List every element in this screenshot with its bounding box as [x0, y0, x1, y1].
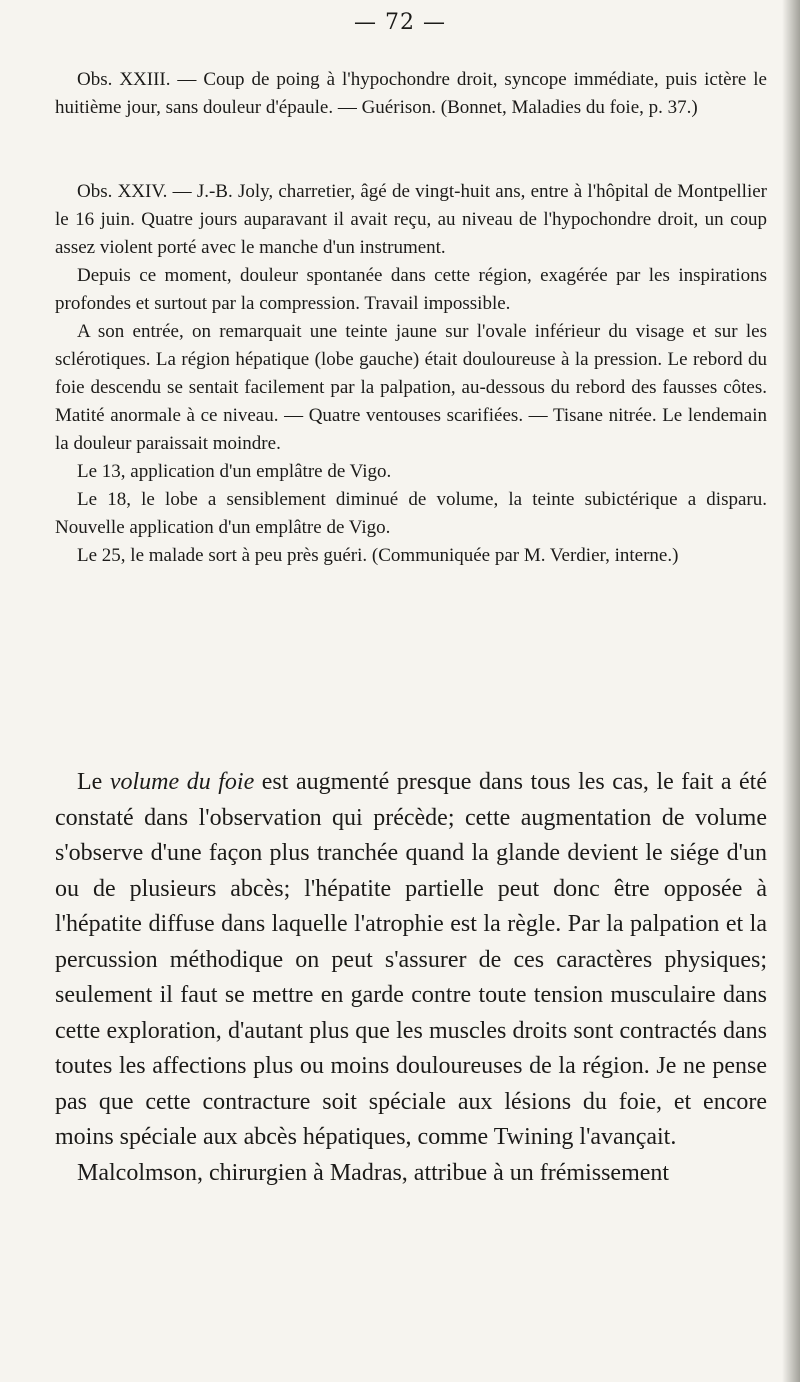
- observation-24-paragraph: Le 13, application d'un emplâtre de Vigo.: [77, 461, 392, 482]
- page-edge-shadow: [782, 0, 800, 1382]
- main-lead: Le: [77, 769, 110, 795]
- main-emphasis: volume du foie: [109, 769, 255, 795]
- main-last-line: Malcolmson, chirurgien à Madras, attribue à un frémissement: [77, 1159, 670, 1186]
- main-text: [55, 765, 767, 1191]
- observation-23: [55, 66, 767, 122]
- observation-24-paragraph: Depuis ce moment, douleur spontanée dans cette région, exagérée par les inspirations profondes et surtout par la compression. Travail impossible.: [55, 265, 767, 314]
- observation-24-paragraph: Le 25, le malade sort à peu près guéri. (Communiquée par M. Verdier, interne.): [77, 545, 679, 566]
- page-number: — 72 —: [354, 10, 446, 35]
- observation-24-paragraph: Obs. XXIV. — J.-B. Joly, charretier, âgé de vingt-huit ans, entre à l'hôpital de Montpellier le 16 juin. Quatre jours auparavant il avait reçu, au niveau de l'hypochondre droit, un coup assez violent porté avec le manche d'un instrument.: [55, 181, 767, 258]
- observation-24-paragraph: Le 18, le lobe a sensiblement diminué de volume, la teinte subictérique a disparu. Nouvelle application d'un emplâtre de Vigo.: [55, 489, 767, 538]
- observation-23-text: Obs. XXIII. — Coup de poing à l'hypochondre droit, syncope immédiate, puis ictère le huitième jour, sans douleur d'épaule. — Guérison. (Bonnet, Maladies du foie, p. 37.): [55, 69, 767, 118]
- observation-24: [55, 178, 767, 570]
- main-paragraph: [55, 765, 767, 1156]
- observation-24-paragraph: A son entrée, on remarquait une teinte jaune sur l'ovale inférieur du visage et sur les sclérotiques. La région hépatique (lobe gauche) était douloureuse à la pression. Le rebord du foie descendu se sentait facilement par la palpation, au-dessous du rebord des fausses côtes. Matité anormale à ce niveau. — Quatre ventouses scarifiées. — Tisane nitrée. Le lendemain la douleur paraissait moindre.: [55, 321, 767, 454]
- main-body: est augmenté presque dans tous les cas, le fait a été constaté dans l'observation qui précède; cette augmentation de volume s'observe d'une façon plus tranchée quand la glande devient le siége d'un ou de plusieurs abcès; l'hépatite partielle peut donc être opposée à l'hépatite diffuse dans laquelle l'atrophie est la règle. Par la palpation et la percussion méthodique on peut s'assurer de ces caractères physiques; seulement il faut se mettre en garde contre toute tension musculaire dans cette exploration, d'autant plus que les muscles droits sont contractés dans toutes les affections plus ou moins douloureuses de la région. Je ne pense pas que cette contracture soit spéciale aux lésions du foie, et encore moins spéciale aux abcès hépatiques, comme Twining l'avançait.: [55, 769, 767, 1150]
